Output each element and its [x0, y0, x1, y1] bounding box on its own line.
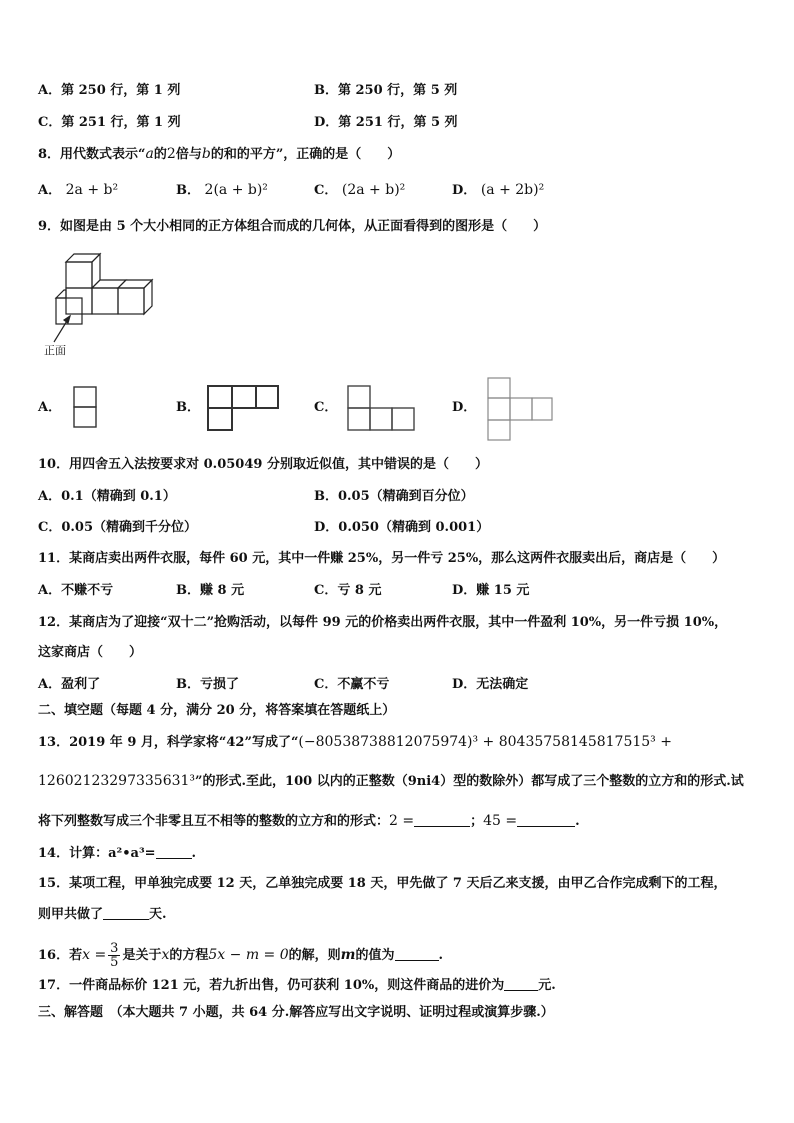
section3-heading: 三、解答题 （本大题共 7 小题，共 64 分.解答应写出文字说明、证明过程或演算步骤.） [38, 1005, 554, 1020]
q15-line1: 15．某项工程，甲单独完成要 12 天，乙单独完成要 18 天，甲先做了 7 天后乙来支援，由甲乙合作完成剩下的工程， [38, 876, 727, 891]
q10-stem: 10．用四舍五入法按要求对 0.05049 分别取近似值，其中错误的是（ ） [38, 457, 488, 472]
q13-line1: 13．2019 年 9 月，科学家将“42”写成了“(−80538738812075974)³ + 80435758145817515³ + [38, 734, 672, 750]
q9-option-b-figure [206, 384, 282, 434]
q12-option-a: A．盈利了 [38, 677, 101, 692]
q9-option-c-figure [346, 384, 418, 434]
q13-line2: 12602123297335631³”的形式.至此，100 以内的正整数（9ni4）型的数除外）都写成了三个整数的立方和的形式.试 [38, 773, 744, 789]
q12-option-b: B．亏损了 [176, 677, 239, 692]
q7-option-d: D．第 251 行，第 5 列 [314, 115, 458, 130]
q11-option-c: C．亏 8 元 [314, 583, 382, 598]
q7-option-c: C．第 251 行，第 1 列 [38, 115, 181, 130]
q9-stem: 9．如图是由 5 个大小相同的正方体组合而成的几何体，从正面看得到的图形是（ ） [38, 219, 547, 234]
q8-option-c: C． (2a + b)² [314, 182, 406, 198]
q7-option-a: A．第 250 行，第 1 列 [38, 83, 181, 98]
q15-blank [103, 905, 149, 920]
q10-option-c: C．0.05（精确到千分位） [38, 520, 198, 535]
q17-blank [504, 976, 538, 991]
q12-option-d: D．无法确定 [452, 677, 529, 692]
q14-stem: 14．计算：a²•a³= . [38, 846, 197, 861]
q11-option-d: D．赚 15 元 [452, 583, 530, 598]
q9-option-d-label: D． [452, 400, 477, 415]
q9-option-c-label: C． [314, 400, 338, 415]
q9-option-a-label: A． [38, 400, 62, 415]
q16-fraction: $\frac{3}{5}$ [110, 941, 119, 970]
q9-option-b-label: B． [176, 400, 200, 415]
q10-option-b: B．0.05（精确到百分位） [314, 489, 474, 504]
q12-stem-line2: 这家商店（ ） [38, 645, 143, 660]
q16-stem: 16．若x = $\frac{3}{5}$ 是关于x的方程5x − m = 0的解，则m的值为 . [38, 941, 444, 970]
q10-option-d: D．0.050（精确到 0.001） [314, 520, 490, 535]
q12-stem-line1: 12．某商店为了迎接“双十二”抢购活动，以每件 99 元的价格卖出两件衣服，其中一件盈利 10%，另一件亏损 10%， [38, 615, 728, 630]
q11-option-b: B．赚 8 元 [176, 583, 245, 598]
q10-option-a: A．0.1（精确到 0.1） [38, 489, 176, 504]
q8-option-d: D． (a + 2b)² [452, 182, 545, 198]
q11-option-a: A．不赚不亏 [38, 583, 114, 598]
q9-option-d-figure [486, 376, 556, 444]
q13-blank-1 [414, 812, 470, 827]
q17-stem: 17．一件商品标价 121 元，若九折出售，仍可获利 10%，则这件商品的进价为 元. [38, 978, 556, 993]
q15-line2: 则甲共做了 天. [38, 907, 167, 922]
q11-stem: 11．某商店卖出两件衣服，每件 60 元，其中一件赚 25%，另一件亏 25%，那么这两件衣服卖出后，商店是（ ） [38, 551, 726, 566]
q16-blank [395, 946, 439, 961]
q14-blank [156, 844, 192, 859]
q8-stem: 8．用代数式表示“a的2倍与b的和的平方”，正确的是（ ） [38, 146, 401, 162]
q9-option-a-figure [72, 385, 102, 431]
q12-option-c: C．不赢不亏 [314, 677, 390, 692]
q8-option-b: B． 2(a + b)² [176, 182, 268, 198]
front-label: 正面 [44, 344, 66, 357]
q13-blank-2 [517, 812, 575, 827]
q13-line3: 将下列整数写成三个非零且互不相等的整数的立方和的形式：2 = ；45 = . [38, 813, 580, 829]
section2-heading: 二、填空题（每题 4 分，满分 20 分，将答案填在答题纸上） [38, 703, 396, 718]
q8-option-a: A． 2a + b² [38, 182, 119, 198]
q7-option-b: B．第 250 行，第 5 列 [314, 83, 458, 98]
